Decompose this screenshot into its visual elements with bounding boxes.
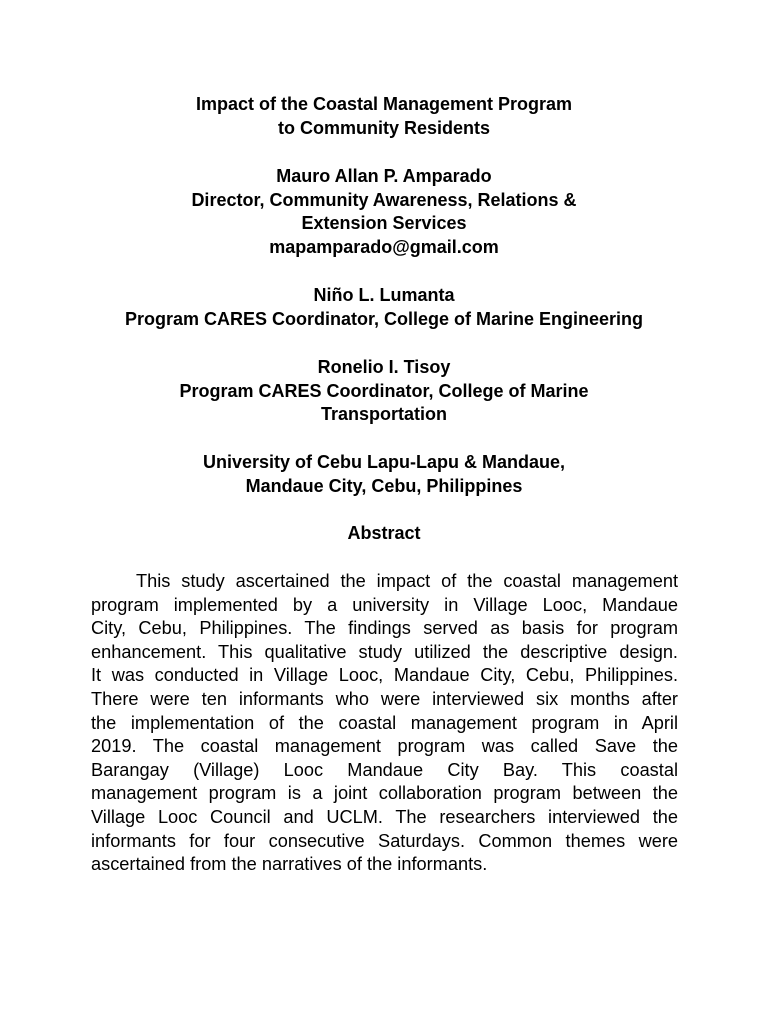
paper-title-line-2: to Community Residents [277,118,491,138]
abstract-line: Village Looc Council and UCLM. The researchers interviewed the [91,806,678,827]
author-1-name: Mauro Allan P. Amparado [276,166,492,186]
abstract-line: It was conducted in Village Looc, Mandaue City, Cebu, Philippines. [91,665,678,686]
abstract-line: This study ascertained the impact of the coastal management [136,571,678,591]
affiliation-line-2: Mandaue City, Cebu, Philippines [245,476,523,496]
author-2-name: Niño L. Lumanta [313,285,455,305]
abstract-line: the implementation of the coastal management program in April [91,712,678,733]
abstract-line: enhancement. This qualitative study utilized the descriptive design. [91,641,678,662]
author-3-name: Ronelio I. Tisoy [317,357,451,377]
abstract-line: program implemented by a university in Village Looc, Mandaue [91,594,678,615]
abstract-line: There were ten informants who were interviewed six months after [91,688,678,709]
author-2-role-line-1: Program CARES Coordinator, College of Marine Engineering [124,309,644,329]
author-1-role-line-2: Extension Services [301,213,467,233]
author-3-role-line-2: Transportation [320,404,447,424]
abstract-line: ascertained from the narratives of the informants. [91,854,488,875]
abstract-line: informants for four consecutive Saturdays. Common themes were [91,830,678,851]
author-3-role-line-1: Program CARES Coordinator, College of Marine [179,381,589,401]
abstract-line: management program is a joint collaboration program between the [91,783,678,804]
abstract-line: City, Cebu, Philippines. The findings served as basis for program [91,618,678,639]
paper-title-line-1: Impact of the Coastal Management Program [195,94,573,114]
affiliation-line-1: University of Cebu Lapu-Lapu & Mandaue, [202,452,566,472]
author-1-email: mapamparado@gmail.com [269,237,499,257]
abstract-body [91,570,678,877]
abstract-heading: Abstract [347,523,421,543]
abstract-line: Barangay (Village) Looc Mandaue City Bay. This coastal [91,759,678,780]
author-1-role-line-1: Director, Community Awareness, Relations & [191,190,577,210]
abstract-line: 2019. The coastal management program was called Save the [91,736,678,757]
